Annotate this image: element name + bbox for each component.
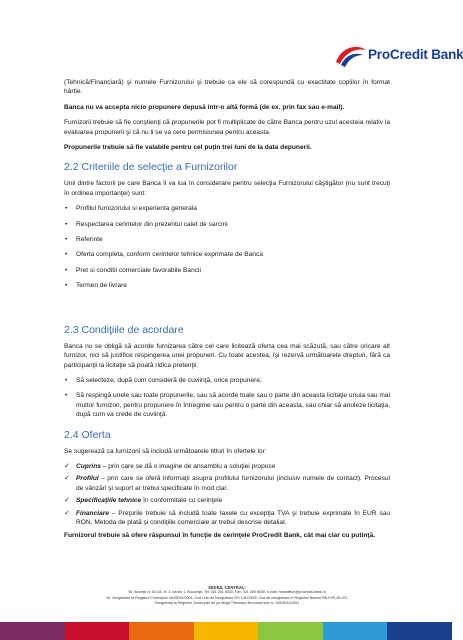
stripe-segment [258, 622, 323, 640]
brand-name: ProCredit Bank [368, 47, 463, 62]
offer-intro: Se sugerează ca furnizorii să includă următoarele titluri în ofertele lor: [64, 447, 267, 455]
section-heading-award-conditions: 2.3 Condiţiile de acordare [64, 323, 184, 336]
brand-color-stripe [0, 622, 452, 640]
offer-term-description: – prin care se oferă informaţii asupra profilului furnizorului (inclusiv numele de contact). Procesul de vânzări şi suport ar trebui specificate în mod clar. [76, 475, 390, 492]
checkmark-icon: ✓ [64, 509, 70, 517]
no-fax-notice: Banca nu va accepta nicio propunere depusă într-o altă formă (de ex. prin fax sau e-mail). [64, 103, 345, 111]
offer-term-description: în conformitate cu cerinţele [141, 497, 223, 505]
list-item [64, 509, 390, 528]
footer-title: SEDIUL CENTRAL: [208, 585, 246, 590]
offer-term: Financiare [76, 509, 109, 517]
stripe-segment [65, 622, 130, 640]
offer-term: Cuprins [76, 462, 101, 470]
list-item: • Referinte [64, 235, 390, 244]
footer-registration: Nr. înregistrare la Registrul Comerţului J40/9031/2001, Cod Unic de Înregistrare RO 14122525, Cod de înregistrare în Registrul Bancar RB-PJR-40-022 [106, 595, 348, 600]
checkmark-icon: ✓ [64, 497, 70, 505]
offer-term-description: – prin care se dă o imagine de ansamblu a soluţiei propuse [100, 462, 276, 470]
closing-statement: Furnizorul trebuie să ofere răspunsul în funcţie de cerinţele ProCredit Bank, cât mai clar cu putinţă. [64, 532, 376, 540]
selection-intro: Unii dintre factorii pe care Banca îi va lua în considerare pentru selecţia Furnizorului câştigător (nu sunt trecuţi în ordinea importanţei) sunt: [64, 180, 390, 197]
procredit-logo [332, 40, 463, 70]
footer-registry: Înregistrată la Registrul Comerţului de pe lângă Tribunalul Bucureşti sub nr. J40/9031/2001 [154, 601, 300, 606]
checkmark-icon: ✓ [64, 475, 70, 483]
list-item: • Pret si conditii comerciale favorabile Bancii [64, 266, 390, 275]
footer-address: Str. Buzeşti nr. 62-64, et. 4, sector 1, Bucureşti, Tel: 021 201 6000, Fax: 021 305 5000, e-mail: headoffice@procredit-bank.ro [128, 590, 326, 595]
offer-term: Profilul [76, 475, 99, 483]
procredit-logo-mark-icon [332, 42, 372, 68]
offer-sections-list [64, 462, 390, 527]
list-item: • Termen de livrare [64, 281, 390, 290]
checkmark-icon: ✓ [64, 462, 70, 470]
list-item [64, 474, 390, 493]
section-heading-offer: 2.4 Oferta [64, 428, 111, 441]
stripe-segment [0, 622, 65, 640]
stripe-segment [194, 622, 259, 640]
footer [64, 585, 390, 607]
list-item: • Oferta completa, conform cerintelor tehnice exprimate de Banca [64, 250, 390, 259]
stripe-segment [387, 622, 452, 640]
selection-criteria-list [64, 204, 390, 290]
list-item: • Să selecteze, după cum consideră de cuviinţă, orice propunere, [64, 376, 390, 385]
list-item: • Respectarea cerintelor din prezentul caiet de sarcini [64, 220, 390, 229]
stripe-segment [323, 622, 388, 640]
intro-paragraph: (Tehnică/Financiară) şi numele Furnizorului şi trebuie ca ele să corespundă cu exactitate copiilor în format hârtie. [64, 79, 390, 96]
list-item [64, 462, 390, 471]
list-item: • Profilul furnizorului si experienta generala [64, 204, 390, 213]
offer-term: Specificaţiile tehnice [76, 497, 142, 505]
document-body [64, 78, 390, 547]
stripe-segment [129, 622, 194, 640]
section-heading-selection-criteria: 2.2 Criteriile de selecţie a Furnizorilor [64, 161, 238, 174]
list-item: • Să respingă unele sau toate propunerile, sau să acorde toate sau o parte din aceasta licitaţie unuia sau mai multor furnizori, pentru propunere în întregime sau pentru o parte din aceasta, sau chiar să anuleze licitaţia, după cum va crede de cuviinţă. [64, 391, 390, 419]
validity-notice: Propunerile trebuie să fie valabile pentru cel puţin trei luni de la data depunerii. [64, 144, 312, 152]
award-rights-list [64, 376, 390, 420]
award-intro: Banca nu se obligă să acorde furnizarea către cel care licitează oferta cea mai scăzută, sau către oricare alt furnizor, nici să justifice respingerea unei propuneri. Cu toate acestea, îşi rezervă următoarele drepturi, fără ca participanţii la licitaţie să poată ridica pretenţii: [64, 342, 390, 369]
offer-term-description: – Preţurile trebuie să includă toate taxele cu excepţia TVA şi trebuie exprimate în EUR sau RON. Metoda de plată şi condiţiile comerciale ar trebui descrise detaliat. [76, 509, 390, 526]
copy-notice: Furnizorii trebuie să fie conştienţi că propunerile pot fi multiplicate de către Banca pentru uzul acesteia relativ la evaluarea propunerii şi că nu li se va cere permisiunea pentru aceasta. [64, 119, 390, 136]
list-item [64, 496, 390, 505]
